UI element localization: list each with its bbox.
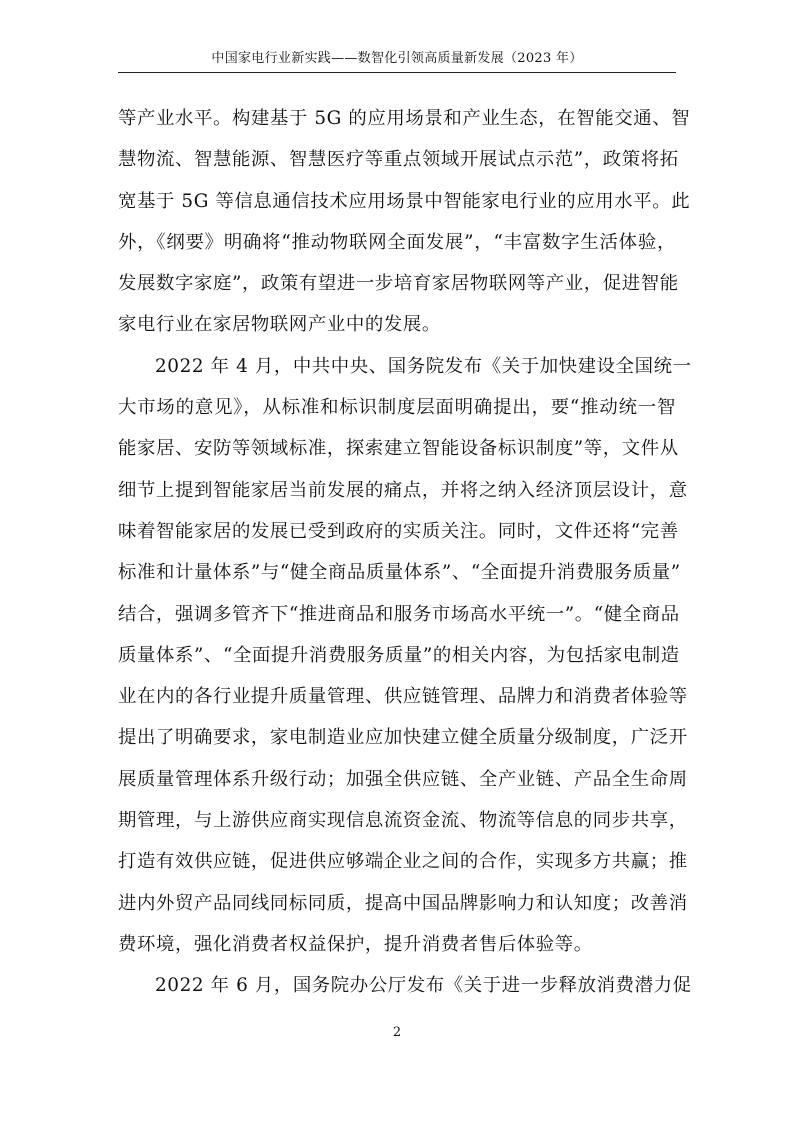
paragraph-line: 慧物流、智慧能源、智慧医疗等重点领域开展试点示范”，政策将拓 — [118, 149, 679, 171]
header-divider — [118, 72, 676, 73]
header-title: 中国家电行业新实践——数智化引领高质量新发展（2023 年） — [211, 51, 583, 66]
paragraph-line: 家电行业在家居物联网产业中的发展。 — [118, 314, 441, 336]
paragraph-line: 2022 年 4 月，中共中央、国务院发布《关于加快建设全国统一 — [155, 355, 692, 377]
paragraph-line: 2022 年 6 月，国务院办公厅发布《关于进一步释放消费潜力促 — [155, 975, 692, 997]
paragraph-line: 质量体系”、“全面提升消费服务质量”的相关内容，为包括家电制造 — [118, 644, 680, 666]
document-body — [118, 98, 692, 1007]
paragraph-line: 外，《纲要》明确将“推动物联网全面发展”，“丰富数字生活体验， — [118, 231, 676, 253]
paragraph-line: 提出了明确要求，家电制造业应加快建立健全质量分级制度，广泛开 — [118, 727, 688, 749]
paragraph-line: 期管理，与上游供应商实现信息流资金流、物流等信息的同步共享， — [118, 810, 688, 832]
paragraph-line: 能家居、安防等领域标准，探索建立智能设备标识制度”等，文件从 — [118, 438, 679, 460]
paragraph-line: 大市场的意见》，从标准和标识制度层面明确提出，要“推动统一智 — [118, 397, 676, 419]
paragraph-line: 宽基于 5G 等信息通信技术应用场景中智能家电行业的应用水平。此 — [118, 190, 691, 212]
paragraph — [118, 965, 692, 1006]
paragraph-line: 业在内的各行业提升质量管理、供应链管理、品牌力和消费者体验等 — [118, 686, 688, 708]
paragraph-line: 展质量管理体系升级行动；加强全供应链、全产业链、产品全生命周 — [118, 768, 688, 790]
paragraph — [118, 98, 691, 346]
paragraph-line: 打造有效供应链，促进供应够端企业之间的合作，实现多方共赢；推 — [118, 851, 688, 873]
paragraph-line: 进内外贸产品同线同标同质，提高中国品牌影响力和认知度；改善消 — [118, 892, 688, 914]
paragraph — [118, 346, 692, 965]
paragraph-line: 细节上提到智能家居当前发展的痛点，并将之纳入经济顶层设计，意 — [118, 479, 688, 501]
paragraph-line: 味着智能家居的发展已受到政府的实质关注。同时，文件还将“完善 — [118, 520, 679, 542]
paragraph-line: 结合，强调多管齐下“推进商品和服务市场高水平统一”。“健全商品 — [118, 603, 680, 625]
paragraph-line: 发展数字家庭”，政策有望进一步培育家居物联网等产业，促进智能 — [118, 273, 679, 295]
paragraph-line: 等产业水平。构建基于 5G 的应用场景和产业生态，在智能交通、智 — [118, 108, 691, 129]
paragraph-line: 费环境，强化消费者权益保护，提升消费者售后体验等。 — [118, 933, 593, 955]
page-number: 2 — [392, 1025, 402, 1040]
paragraph-line: 标准和计量体系”与“健全商品质量体系”、“全面提升消费服务质量” — [118, 562, 681, 584]
